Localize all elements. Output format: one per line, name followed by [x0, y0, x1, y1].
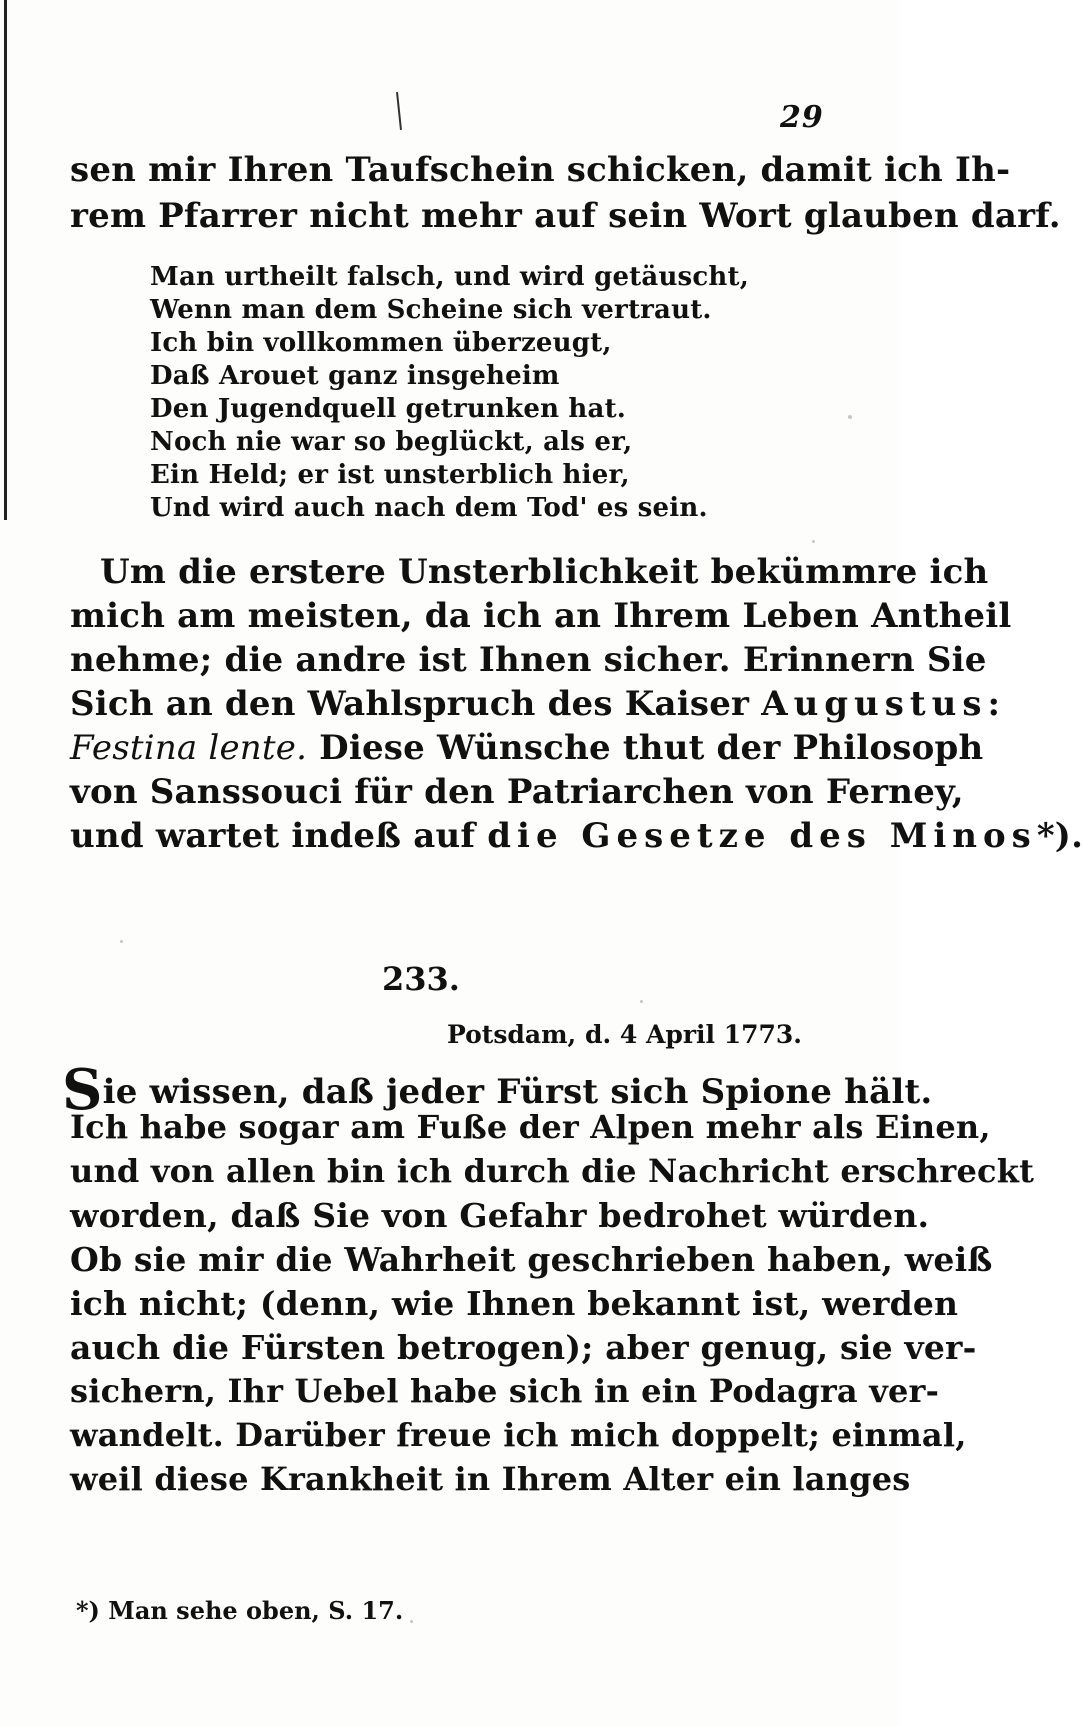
- ink-mark: [396, 92, 402, 130]
- dateline: Potsdam, d. 4 April 1773.: [447, 1020, 802, 1049]
- paragraph-2-line-2: mich am meisten, da ich an Ihrem Leben Antheil: [70, 596, 1012, 636]
- scan-speckle: [410, 1620, 413, 1623]
- paragraph-3-line-10: weil diese Krankheit in Ihrem Alter ein langes: [70, 1460, 911, 1498]
- poem-line-8: Und wird auch nach dem Tod' es sein.: [150, 493, 708, 523]
- poem-line-1: Man urtheilt falsch, und wird getäuscht,: [150, 262, 749, 292]
- scan-speckle: [848, 415, 852, 419]
- poem-line-3: Ich bin vollkommen überzeugt,: [150, 328, 612, 358]
- scan-speckle: [640, 1000, 643, 1003]
- paragraph-1-line-1: sen mir Ihren Taufschein schicken, damit ich Ih-: [70, 150, 1011, 190]
- paragraph-2-line-7: [70, 816, 1083, 856]
- paragraph-2-line-3: nehme; die andre ist Ihnen sicher. Erinnern Sie: [70, 640, 987, 680]
- footnote: *) Man sehe oben, S. 17.: [76, 1596, 404, 1625]
- paragraph-3-line-4: worden, daß Sie von Gefahr bedrohet würden.: [70, 1196, 930, 1235]
- paragraph-1-line-2: rem Pfarrer nicht mehr auf sein Wort glauben darf.: [70, 196, 1061, 236]
- paragraph-2-line-7-start: und wartet indeß auf: [70, 816, 488, 856]
- paragraph-2-line-6: von Sanssouci für den Patriarchen von Ferney,: [70, 772, 964, 812]
- paragraph-2-line-1: Um die erstere Unsterblichkeit bekümmre ich: [100, 552, 989, 592]
- paragraph-3-line-1-rest: ie wissen, daß jeder Fürst sich Spione hält.: [102, 1072, 933, 1112]
- augustus-name: Augustus: [761, 684, 988, 724]
- page-number: 29: [780, 100, 824, 135]
- initial-letter: S: [62, 1057, 103, 1123]
- paragraph-3-line-9: wandelt. Darüber freue ich mich doppelt; einmal,: [70, 1416, 967, 1454]
- paragraph-2-line-5-rest: Diese Wünsche thut der Philosoph: [307, 728, 984, 768]
- paragraph-3-line-6: ich nicht; (denn, wie Ihnen bekannt ist, werden: [70, 1284, 959, 1323]
- paragraph-2-line-4: [70, 684, 1000, 724]
- poem-line-2: Wenn man dem Scheine sich vertraut.: [150, 295, 712, 325]
- latin-motto: Festina lente.: [70, 728, 308, 768]
- page-edge-shadow: [4, 0, 7, 520]
- laws-of-minos: die Gesetze des Minos: [487, 816, 1037, 856]
- paragraph-3-line-7: auch die Fürsten betrogen); aber genug, sie ver-: [70, 1328, 977, 1367]
- poem-line-6: Noch nie war so beglückt, als er,: [150, 427, 633, 457]
- paragraph-3-line-5: Ob sie mir die Wahrheit geschrieben haben, weiß: [70, 1240, 993, 1279]
- paragraph-3-line-2: Ich habe sogar am Fuße der Alpen mehr als Einen,: [70, 1108, 991, 1146]
- paragraph-3-line-8: sichern, Ihr Uebel habe sich in ein Podagra ver-: [70, 1372, 940, 1410]
- letter-number: 233.: [382, 960, 460, 998]
- footnote-marker: *).: [1036, 816, 1083, 856]
- poem-line-7: Ein Held; er ist unsterblich hier,: [150, 460, 630, 490]
- scan-speckle: [120, 940, 123, 943]
- scan-speckle: [812, 540, 815, 543]
- paragraph-2-line-4-start: Sich an den Wahlspruch des Kaiser: [70, 684, 762, 724]
- paragraph-3-line-3: und von allen bin ich durch die Nachricht erschreckt: [70, 1152, 1035, 1190]
- poem-line-5: Den Jugendquell getrunken hat.: [150, 394, 627, 424]
- paragraph-2-line-4-end: :: [987, 684, 1001, 724]
- poem-line-4: Daß Arouet ganz insgeheim: [150, 361, 560, 391]
- paragraph-2-line-5: [70, 728, 983, 768]
